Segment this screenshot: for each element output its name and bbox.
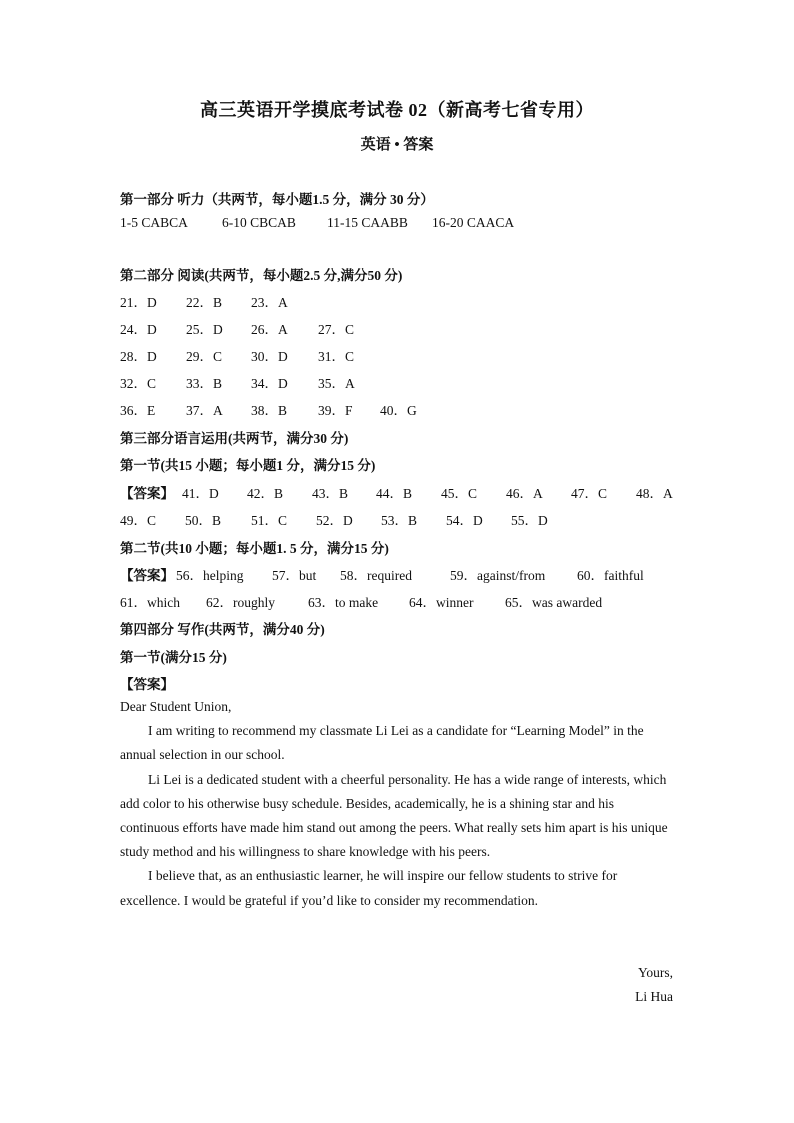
answer-group: 1-5 CABCA (120, 215, 188, 230)
answer-item: 61．which (120, 595, 180, 610)
letter-body (120, 695, 675, 913)
answer-item: 40．G (380, 403, 417, 418)
answer-item: 51．C (251, 513, 288, 528)
answer-item: 65．was awarded (505, 595, 603, 610)
answer-item: 46．A (506, 486, 543, 501)
page-subtitle: 英语 • 答案 (360, 137, 434, 153)
answer-item: 31．C (318, 349, 355, 364)
answer-item: 39．F (318, 403, 353, 418)
answer-item: 35．A (318, 376, 355, 391)
answer-item: 56．helping (176, 568, 244, 583)
answer-item: 41．D (182, 486, 219, 501)
answer-item: 63．to make (308, 595, 379, 610)
answer-item: 38．B (251, 403, 288, 418)
part3-section1-heading: 第一节(共15 小题；每小题1 分，满分15 分) (120, 458, 376, 473)
letter-greeting: Dear Student Union, (120, 699, 232, 714)
answer-item: 52．D (316, 513, 353, 528)
page-title: 高三英语开学摸底考试卷 02（新高考七省专用） (200, 100, 594, 120)
answer-label: 【答案】 (120, 486, 174, 501)
letter-paragraph: Li Lei is a dedicated student with a cheerful personality. He has a wide range of interests, which add color to his otherwise busy schedule. Besides, academically, he is a shining star and his continuous efforts have made him stand out among the peers. What really sets him apart is his unique study method and his willingness to share knowledge with his peers. (120, 771, 668, 860)
answer-item: 47．C (571, 486, 608, 501)
answer-item: 37．A (186, 403, 223, 418)
answer-group: 16-20 CAACA (432, 215, 515, 230)
answer-item: 59．against/from (450, 568, 546, 583)
answer-item: 53．B (381, 513, 418, 528)
answer-item: 43．B (312, 486, 349, 501)
answer-item: 60．faithful (577, 568, 644, 583)
answer-item: 57．but (272, 568, 317, 583)
answer-item: 23．A (251, 295, 288, 310)
part4-heading: 第四部分 写作(共两节，满分40 分) (120, 622, 325, 637)
answer-item: 34．D (251, 376, 288, 391)
letter-closing: Yours, (637, 965, 673, 980)
answer-item: 33．B (186, 376, 223, 391)
answer-item: 28．D (120, 349, 157, 364)
answer-label: 【答案】 (120, 677, 174, 692)
answer-group: 6-10 CBCAB (222, 215, 296, 230)
answer-item: 25．D (186, 322, 223, 337)
answer-item: 58．required (340, 568, 412, 583)
answer-item: 44．B (376, 486, 413, 501)
answer-item: 32．C (120, 376, 157, 391)
answer-item: 26．A (251, 322, 288, 337)
answer-item: 30．D (251, 349, 288, 364)
answer-item: 64．winner (409, 595, 474, 610)
letter-paragraph: I believe that, as an enthusiastic learner, he will inspire our fellow students to strive for excellence. I would be grateful if you’d like to consider my recommendation. (120, 868, 618, 908)
answer-label: 【答案】 (120, 568, 174, 583)
part3-heading: 第三部分语言运用(共两节，满分30 分) (120, 431, 349, 446)
answer-item: 48．A (636, 486, 673, 501)
answer-item: 29．C (186, 349, 223, 364)
letter-paragraph: I am writing to recommend my classmate Li Lei as a candidate for “Learning Model” in the annual selection in our school. (120, 723, 644, 763)
part4-section1-heading: 第一节(满分15 分) (120, 650, 227, 665)
answer-item: 54．D (446, 513, 483, 528)
answer-item: 45．C (441, 486, 478, 501)
answer-item: 22．B (186, 295, 223, 310)
answer-item: 27．C (318, 322, 355, 337)
answer-item: 62．roughly (206, 595, 275, 610)
part3-section2-heading: 第二节(共10 小题；每小题1. 5 分，满分15 分) (120, 541, 389, 556)
part2-heading: 第二部分 阅读(共两节，每小题2.5 分,满分50 分) (120, 268, 403, 283)
answer-item: 24．D (120, 322, 157, 337)
answer-item: 42．B (247, 486, 284, 501)
answer-item: 49．C (120, 513, 157, 528)
answer-group: 11-15 CAABB (327, 215, 408, 230)
answer-item: 55．D (511, 513, 548, 528)
answer-item: 36．E (120, 403, 156, 418)
answer-item: 50．B (185, 513, 222, 528)
part1-heading: 第一部分 听力（共两节，每小题1.5 分，满分 30 分） (120, 192, 434, 207)
answer-item: 21．D (120, 295, 157, 310)
letter-signature: Li Hua (635, 989, 673, 1004)
